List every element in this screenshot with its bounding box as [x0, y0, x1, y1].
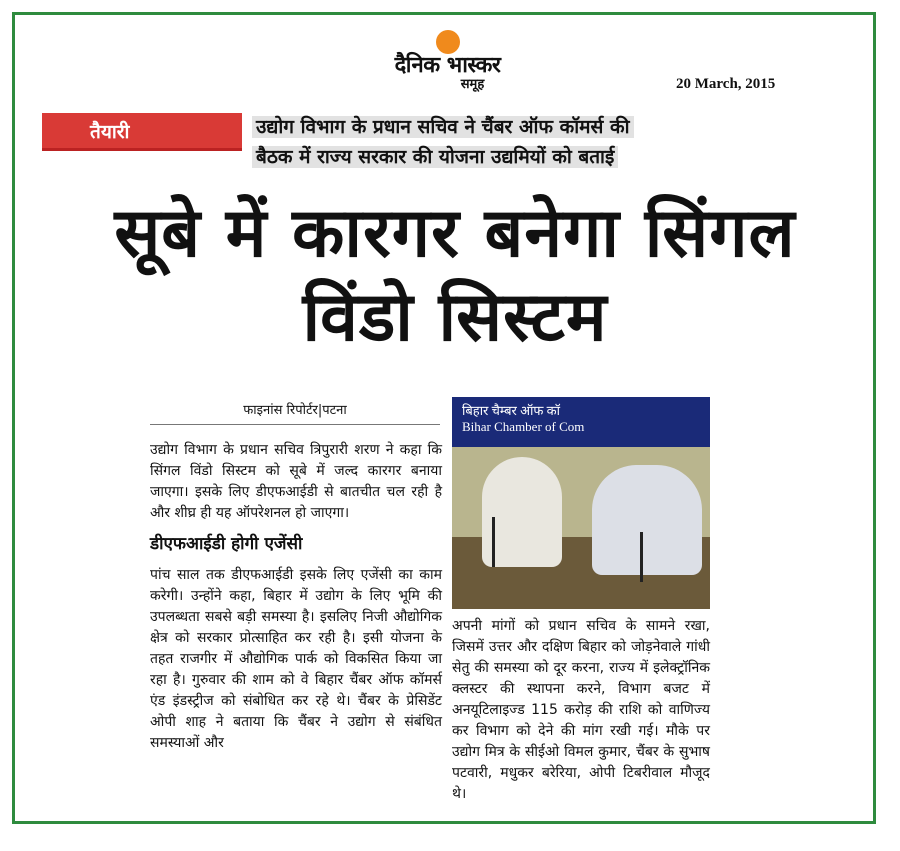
masthead-logo: [360, 30, 535, 96]
microphone-icon: [492, 517, 495, 567]
banner-hindi: बिहार चैम्बर ऑफ कॉ: [462, 403, 561, 418]
banner-english: Bihar Chamber of Com: [462, 419, 585, 434]
byline: फाइनांस रिपोर्टर|पटना: [150, 400, 440, 425]
section-tag: तैयारी: [42, 113, 242, 151]
subheading: डीएफआईडी होगी एजेंसी: [150, 534, 303, 554]
intro-paragraph: उद्योग विभाग के प्रधान सचिव त्रिपुरारी शरण ने कहा कि सिंगल विंडो सिस्टम को सूबे में जल्द कारगर बनाया जाएगा। इसके लिए डीएफआईडी से बातचीत चल रही है और शीघ्र ही यह ऑपरेशनल हो जाएगा।: [150, 442, 442, 521]
article-column-1: [150, 440, 442, 764]
brand-sub: समूह: [460, 77, 485, 92]
photo-banner: [452, 397, 710, 447]
microphone-icon: [640, 532, 643, 582]
headline: [55, 192, 855, 360]
brand-name: दैनिक भास्कर: [394, 53, 501, 78]
publication-date: 20 March, 2015: [676, 76, 776, 92]
person-right: [592, 465, 702, 575]
headline-line1: सूबे में कारगर बनेगा सिंगल: [114, 194, 796, 273]
body-paragraph-1: पांच साल तक डीएफआईडी इसके लिए एजेंसी का काम करेगी। उन्होंने कहा, बिहार में उद्योग के लिए भूमि की उपलब्धता सबसे बड़ी समस्या है। इसलिए निजी औद्योगिक क्षेत्र को सरकार प्रोत्साहित कर रही है। इसी योजना के तहत राजगीर में औद्योगिक पार्क को विकसित किया जा रहा है। गुरुवार की शाम को वे बिहार चैंबर ऑफ कॉमर्स एंड इंडस्ट्रीज को संबोधित कर रहे थे। चैंबर के प्रेसिडेंट ओपी शाह ने बताया कि चैंबर ने उद्योग से संबंधित समस्याओं और: [150, 567, 442, 751]
meeting-photo: [452, 397, 710, 609]
kicker: [252, 112, 732, 172]
article-column-2: अपनी मांगों को प्रधान सचिव के सामने रखा, जिसमें उत्तर और दक्षिण बिहार को जोड़नेवाले गांधी सेतु की समस्या को दूर करना, राज्य में इलेक्ट्रॉनिक क्लस्टर की स्थापना करने, विभाग बजट में अनयूटिलाइज्ड 115 करोड़ की राशि को वाणिज्य कर विभाग को देने की मांग रखी गई। मौके पर उद्योग मित्र के सीईओ विमल कुमार, चैंबर के सुभाष पटवारी, मधुकर बरेरिया, ओपी टिबरीवाल मौजूद थे।: [452, 618, 710, 802]
sun-icon: [436, 30, 460, 54]
kicker-line2: बैठक में राज्य सरकार की योजना उद्यमियों को बताई: [252, 146, 618, 168]
kicker-line1: उद्योग विभाग के प्रधान सचिव ने चैंबर ऑफ कॉमर्स की: [252, 116, 634, 138]
headline-line2: विंडो सिस्टम: [302, 278, 608, 357]
